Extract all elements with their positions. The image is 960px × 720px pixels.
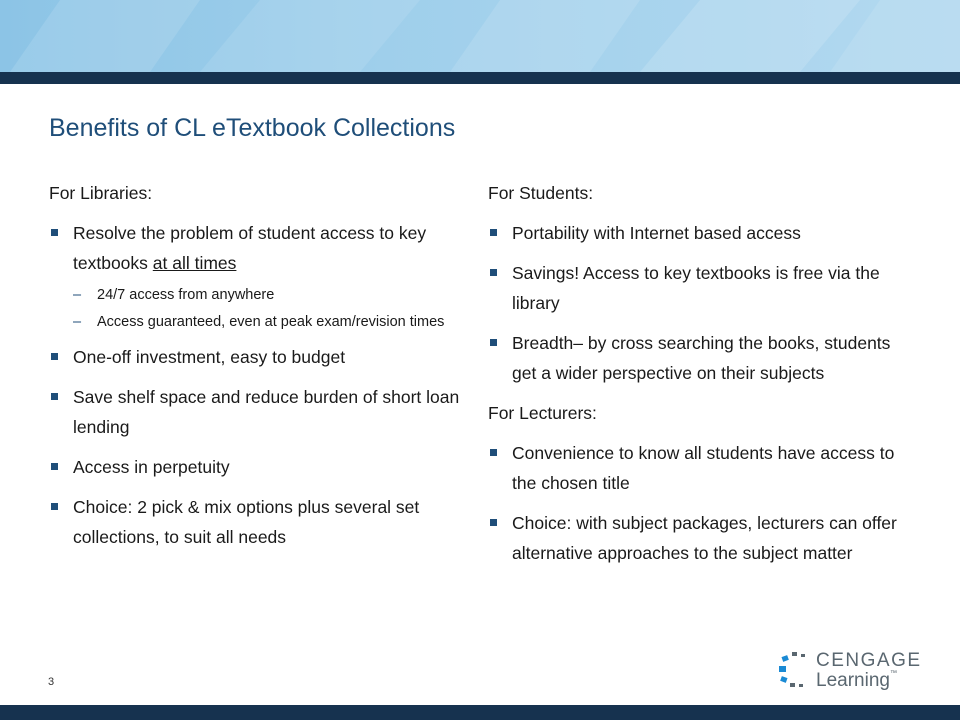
libraries-heading: For Libraries: — [49, 183, 153, 203]
bullet-text: Choice: with subject packages, lecturers can offer alternative approaches to the subject matter — [512, 513, 897, 563]
libraries-bullet-2 — [49, 342, 469, 372]
dash-marker: – — [73, 287, 82, 303]
bullet-text: Resolve the problem of student access to key textbooks — [73, 223, 427, 273]
square-bullet-icon — [490, 339, 497, 346]
square-bullet-icon — [51, 393, 58, 400]
logo-word-cengage: CENGAGE — [816, 650, 922, 671]
square-bullet-icon — [51, 353, 58, 360]
banner-pattern — [0, 0, 960, 72]
square-bullet-icon — [51, 503, 58, 510]
logo-learning-text: Learning — [816, 670, 890, 691]
square-bullet-icon — [51, 229, 58, 236]
students-lecturers-column — [488, 178, 908, 578]
top-rule — [0, 72, 960, 84]
bullet-text: Convenience to know all students have access to the chosen title — [512, 443, 895, 493]
sub-bullet-text: Access guaranteed, even at peak exam/revision times — [97, 314, 445, 330]
libraries-column — [49, 178, 469, 562]
libraries-bullet-3 — [49, 382, 469, 442]
square-bullet-icon — [490, 229, 497, 236]
lecturers-heading: For Lecturers: — [488, 403, 597, 423]
logo-word-learning — [816, 670, 897, 692]
libraries-bullet-1 — [49, 218, 469, 278]
square-bullet-icon — [490, 519, 497, 526]
slide-title: Benefits of CL eTextbook Collections — [49, 114, 456, 142]
libraries-sub-bullet-2 — [49, 313, 469, 332]
students-bullet-2 — [488, 258, 908, 318]
dash-marker: – — [73, 314, 82, 330]
libraries-bullet-5 — [49, 492, 469, 552]
underlined-text: at all times — [152, 253, 237, 273]
bullet-text: Save shelf space and reduce burden of short loan lending — [73, 387, 460, 437]
square-bullet-icon — [51, 463, 58, 470]
bottom-rule — [0, 705, 960, 720]
bullet-text: Portability with Internet based access — [512, 223, 801, 243]
libraries-bullet-4 — [49, 452, 469, 482]
square-bullet-icon — [490, 449, 497, 456]
students-heading: For Students: — [488, 183, 594, 203]
lecturers-bullet-1 — [488, 438, 908, 498]
students-bullet-3 — [488, 328, 908, 388]
sub-bullet-text: 24/7 access from anywhere — [97, 287, 275, 303]
cengage-logo — [778, 648, 943, 692]
bullet-text: One-off investment, easy to budget — [73, 347, 346, 367]
square-bullet-icon — [490, 269, 497, 276]
bullet-text: Choice: 2 pick & mix options plus several set collections, to suit all needs — [73, 497, 420, 547]
top-banner — [0, 0, 960, 72]
bullet-text: Breadth– by cross searching the books, students get a wider perspective on their subjects — [512, 333, 891, 383]
lecturers-bullet-2 — [488, 508, 908, 568]
students-bullet-1 — [488, 218, 908, 248]
logo-dots-icon — [778, 650, 814, 690]
page-number: 3 — [48, 676, 55, 688]
bullet-text: Savings! Access to key textbooks is free via the library — [512, 263, 880, 313]
libraries-sub-bullet-1 — [49, 286, 469, 305]
trademark-mark: ™ — [889, 670, 897, 677]
bullet-text: Access in perpetuity — [73, 457, 230, 477]
